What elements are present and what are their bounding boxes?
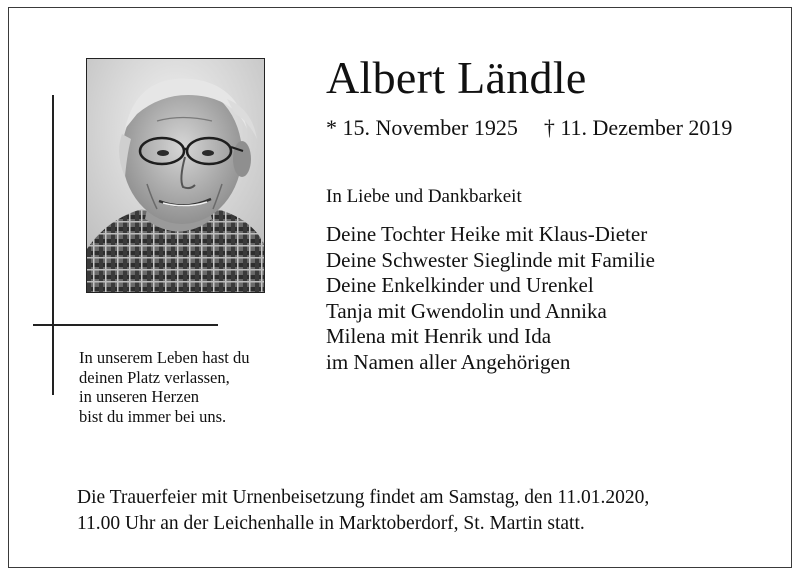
death-date: † 11. Dezember 2019 xyxy=(543,115,733,140)
dedication-line: In Liebe und Dankbarkeit xyxy=(326,186,522,207)
cross-vertical-bar xyxy=(52,95,54,395)
mourner-line: im Namen aller Angehörigen xyxy=(326,349,571,374)
mourner-line: Tanja mit Gwendolin und Annika xyxy=(326,298,607,323)
notice-line: 11.00 Uhr an der Leichenhalle in Marktoberdorf, St. Martin statt. xyxy=(77,513,585,534)
notice-line: Die Trauerfeier mit Urnenbeisetzung findet am Samstag, den 11.01.2020, xyxy=(77,487,650,508)
mourner-line: Milena mit Henrik und Ida xyxy=(326,324,552,348)
mourner-line: Deine Tochter Heike mit Klaus-Dieter xyxy=(326,222,648,246)
poem-line: In unserem Leben hast du xyxy=(79,348,250,367)
deceased-name: Albert Ländle xyxy=(326,52,587,103)
mourners-list xyxy=(326,222,655,375)
birth-date: * 15. November 1925 xyxy=(326,115,518,140)
poem-line: in unseren Herzen xyxy=(79,387,200,406)
portrait-photo xyxy=(86,58,265,293)
funeral-notice xyxy=(77,485,649,537)
mourner-line: Deine Enkelkinder und Urenkel xyxy=(326,273,594,297)
memorial-poem xyxy=(79,348,249,426)
cross-horizontal-bar xyxy=(33,324,218,326)
poem-line: deinen Platz verlassen, xyxy=(79,367,230,387)
life-dates xyxy=(326,114,732,142)
poem-line: bist du immer bei uns. xyxy=(79,406,227,426)
mourner-line: Deine Schwester Sieglinde mit Familie xyxy=(326,247,655,272)
